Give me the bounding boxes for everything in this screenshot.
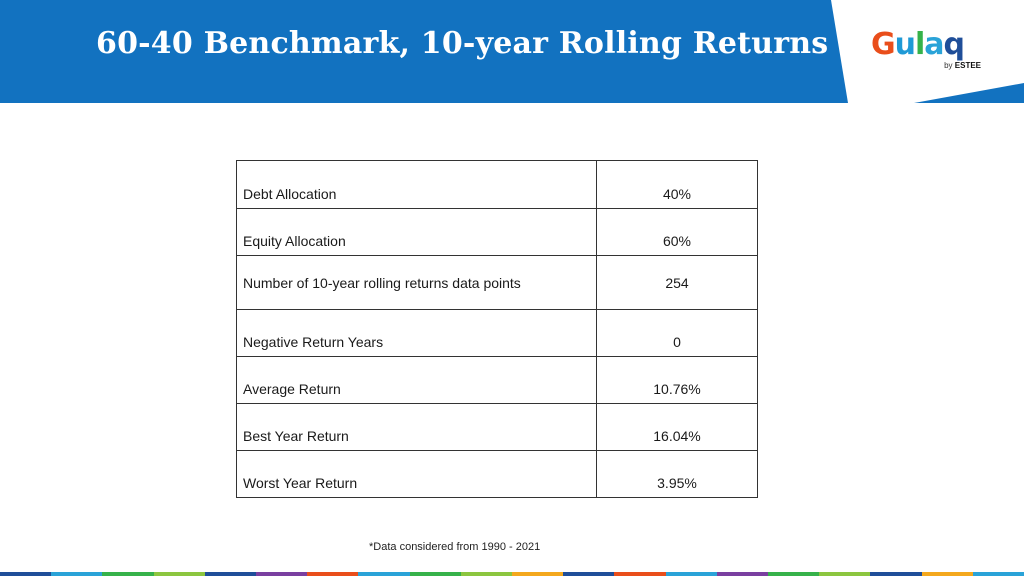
table-cell-label: Negative Return Years xyxy=(237,310,597,357)
color-strip-segment xyxy=(819,572,870,576)
table-cell-value: 60% xyxy=(597,209,758,256)
logo-subtitle xyxy=(944,61,981,70)
table-cell-label: Best Year Return xyxy=(237,404,597,451)
gulaq-logo xyxy=(871,28,983,72)
table-row xyxy=(237,161,758,209)
table-cell-label: Average Return xyxy=(237,357,597,404)
color-strip-segment xyxy=(205,572,256,576)
color-strip-segment xyxy=(358,572,409,576)
table-cell-value: 40% xyxy=(597,161,758,209)
color-strip-segment xyxy=(0,572,51,576)
page-title: 60-40 Benchmark, 10-year Rolling Returns xyxy=(96,26,829,61)
footer-color-strip xyxy=(0,572,1024,576)
table-cell-value: 16.04% xyxy=(597,404,758,451)
table-row xyxy=(237,404,758,451)
logo-by-text: by xyxy=(944,61,953,70)
header-corner-accent xyxy=(914,83,1024,103)
color-strip-segment xyxy=(512,572,563,576)
color-strip-segment xyxy=(870,572,921,576)
table-cell-value: 254 xyxy=(597,256,758,310)
data-footnote: *Data considered from 1990 - 2021 xyxy=(369,541,541,553)
table-cell-label: Debt Allocation xyxy=(237,161,597,209)
color-strip-segment xyxy=(102,572,153,576)
color-strip-segment xyxy=(256,572,307,576)
color-strip-segment xyxy=(666,572,717,576)
table-cell-value: 0 xyxy=(597,310,758,357)
color-strip-segment xyxy=(717,572,768,576)
table-row xyxy=(237,357,758,404)
color-strip-segment xyxy=(973,572,1024,576)
color-strip-segment xyxy=(922,572,973,576)
color-strip-segment xyxy=(307,572,358,576)
table-cell-label: Worst Year Return xyxy=(237,451,597,498)
logo-brand-text: ESTEE xyxy=(954,61,981,70)
table-row xyxy=(237,310,758,357)
color-strip-segment xyxy=(51,572,102,576)
color-strip-segment xyxy=(768,572,819,576)
table-row xyxy=(237,451,758,498)
table-row xyxy=(237,256,758,310)
color-strip-segment xyxy=(563,572,614,576)
table-cell-value: 3.95% xyxy=(597,451,758,498)
color-strip-segment xyxy=(154,572,205,576)
color-strip-segment xyxy=(461,572,512,576)
table-row xyxy=(237,209,758,256)
color-strip-segment xyxy=(614,572,665,576)
logo-wordmark: Gulaq xyxy=(871,27,965,62)
table-cell-value: 10.76% xyxy=(597,357,758,404)
benchmark-stats-table xyxy=(236,160,758,498)
table-cell-label: Equity Allocation xyxy=(237,209,597,256)
color-strip-segment xyxy=(410,572,461,576)
table-cell-label: Number of 10-year rolling returns data points xyxy=(237,256,597,310)
